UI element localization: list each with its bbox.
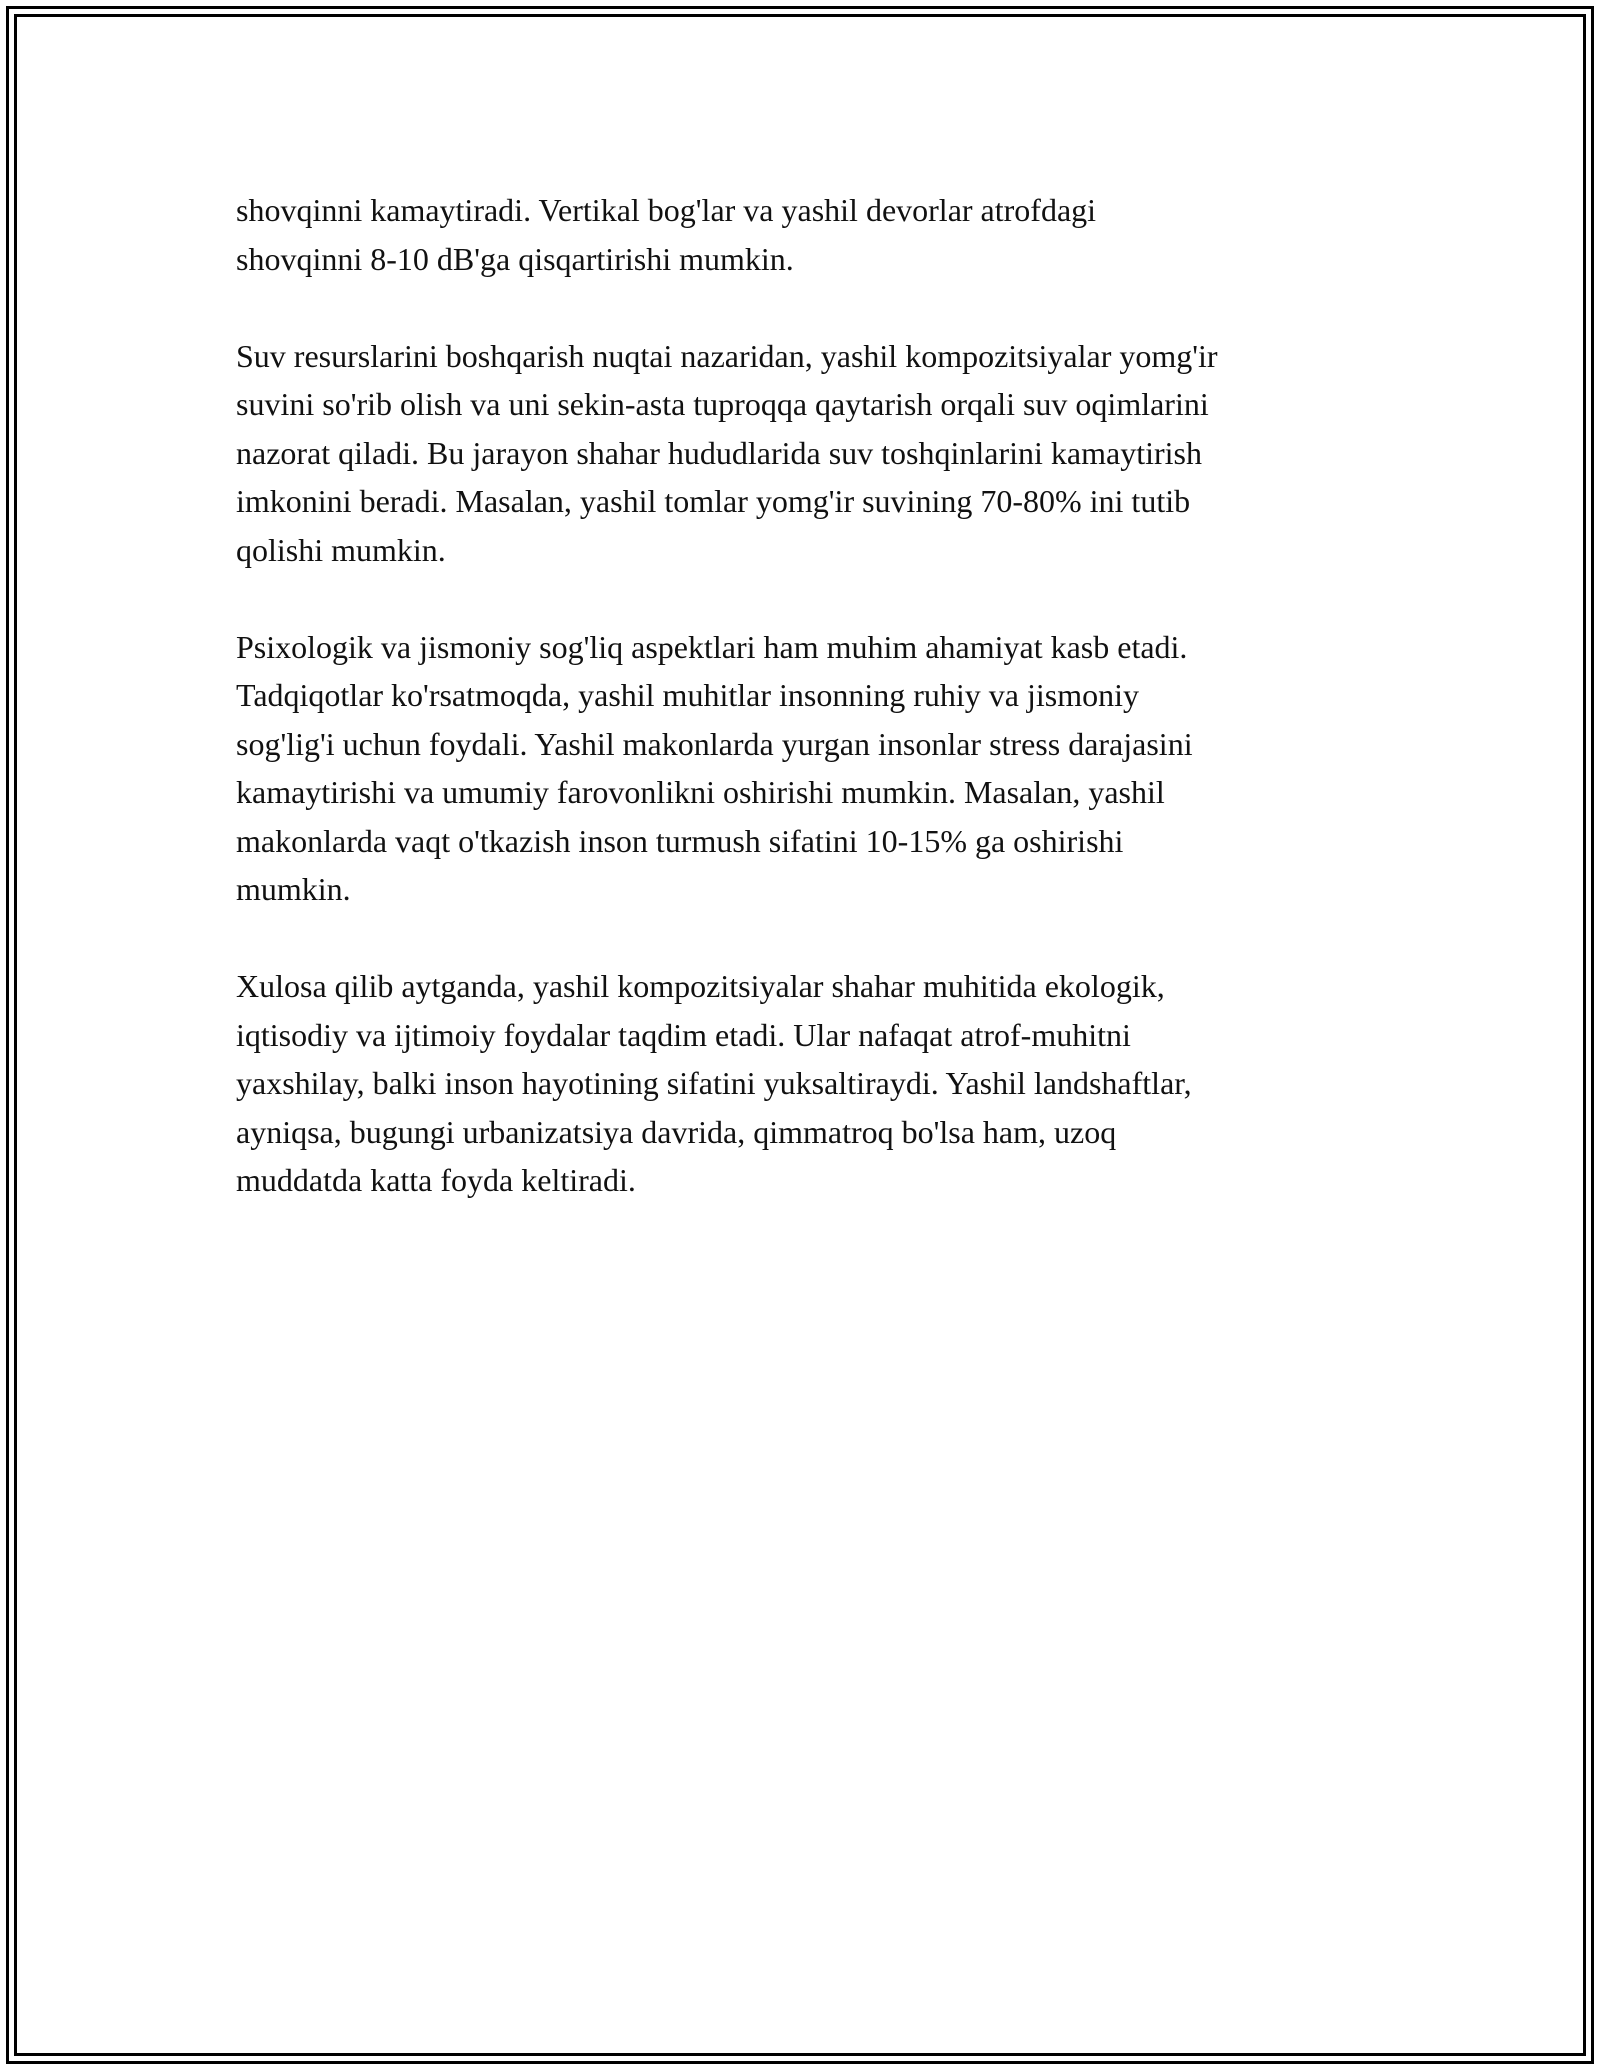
paragraph-health [236, 623, 1366, 914]
text-line: kamaytirishi va umumiy farovonlikni oshirishi mumkin. Masalan, yashil [236, 774, 1165, 810]
text-line: qolishi mumkin. [236, 531, 446, 568]
text-line: imkonini beradi. Masalan, yashil tomlar yomg'ir suvining 70-80% ini tutib [236, 483, 1191, 519]
text-line: Tadqiqotlar ko'rsatmoqda, yashil muhitlar insonning ruhiy va jismoniy [236, 677, 1139, 713]
text-line: Xulosa qilib aytganda, yashil kompozitsiyalar shahar muhitida ekologik, [236, 968, 1165, 1004]
paragraph-conclusion [236, 962, 1366, 1205]
paragraph-water-management [236, 332, 1366, 575]
text-line: Psixologik va jismoniy sog'liq aspektlari ham muhim ahamiyat kasb etadi. [236, 628, 1188, 665]
document-body [236, 186, 1366, 1253]
text-line: shovqinni kamaytiradi. Vertikal bog'lar va yashil devorlar atrofdagi [236, 192, 1097, 228]
text-line: sog'lig'i uchun foydali. Yashil makonlarda yurgan insonlar stress darajasini [236, 725, 1193, 762]
text-line: mumkin. [236, 871, 351, 907]
text-line: nazorat qiladi. Bu jarayon shahar hududlarida suv toshqinlarini kamaytirish [236, 434, 1202, 471]
text-line: Suv resurslarini boshqarish nuqtai nazaridan, yashil kompozitsiyalar yomg'ir [236, 337, 1218, 374]
text-line: iqtisodiy va ijtimoiy foydalar taqdim etadi. Ular nafaqat atrof-muhitni [236, 1016, 1131, 1053]
text-line: shovqinni 8-10 dB'ga qisqartirishi mumkin. [236, 240, 794, 277]
paragraph-noise [236, 186, 1366, 283]
text-line: yaxshilay, balki inson hayotining sifatini yuksaltiraydi. Yashil landshaftlar, [236, 1065, 1192, 1101]
text-line: suvini so'rib olish va uni sekin-asta tuproqqa qaytarish orqali suv oqimlarini [236, 386, 1209, 422]
text-line: makonlarda vaqt o'tkazish inson turmush sifatini 10-15% ga oshirishi [236, 822, 1124, 859]
text-line: muddatda katta foyda keltiradi. [236, 1162, 636, 1198]
text-line: ayniqsa, bugungi urbanizatsiya davrida, qimmatroq bo'lsa ham, uzoq [236, 1113, 1117, 1150]
